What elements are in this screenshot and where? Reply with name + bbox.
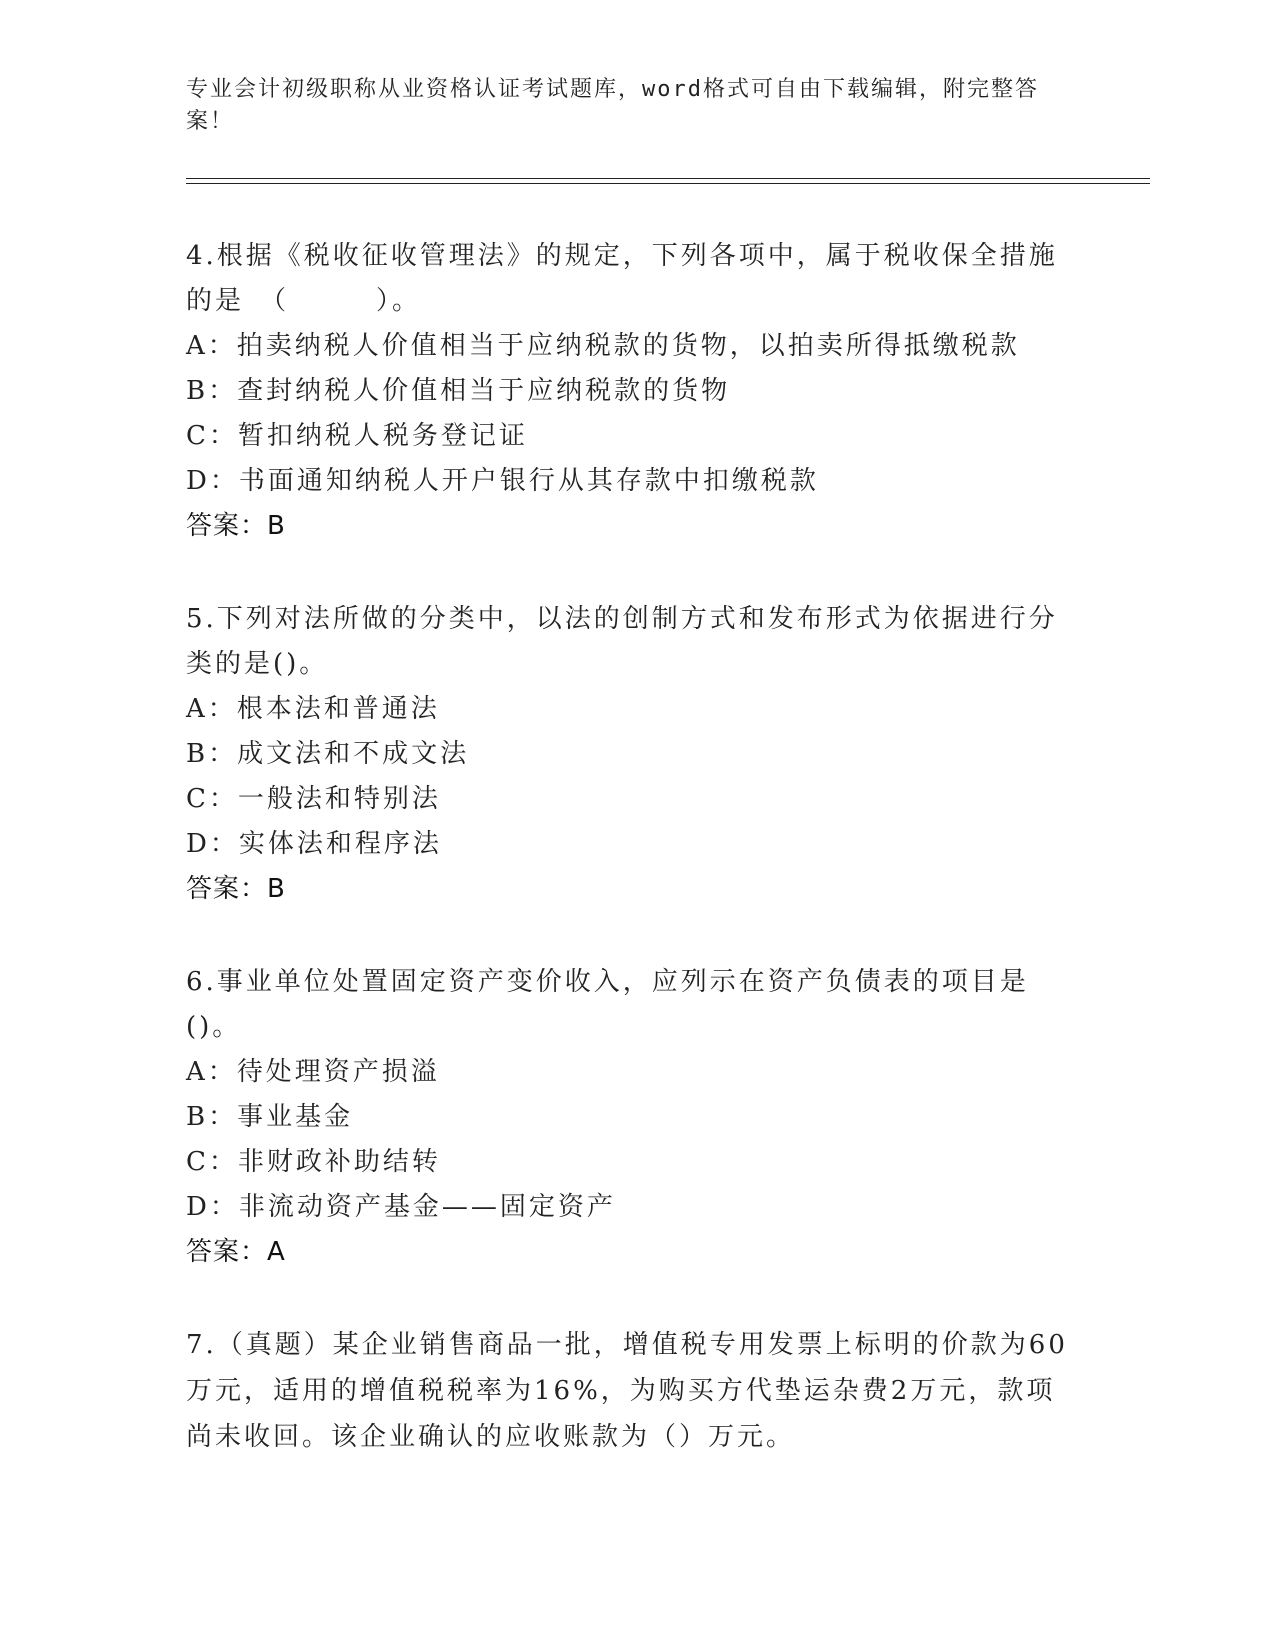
option-c: C：暂扣纳税人税务登记证 <box>186 421 528 451</box>
header-divider-top <box>186 178 1150 179</box>
option-d: D：实体法和程序法 <box>186 829 442 859</box>
option-b: B：查封纳税人价值相当于应纳税款的货物 <box>186 376 731 406</box>
option-d: D：书面通知纳税人开户银行从其存款中扣缴税款 <box>186 466 819 496</box>
option-c: C：非财政补助结转 <box>186 1147 441 1177</box>
document-header: 专业会计初级职称从业资格认证考试题库，word格式可自由下载编辑，附完整答案！ <box>186 77 1039 134</box>
question-stem: 5.下列对法所做的分类中，以法的创制方式和发布形式为依据进行分类的是()。 <box>186 604 1058 679</box>
question-6 <box>186 960 1076 1275</box>
answer: 答案：B <box>186 874 286 904</box>
option-b: B：事业基金 <box>186 1102 354 1132</box>
answer: 答案：A <box>186 1237 286 1267</box>
option-a: A：拍卖纳税人价值相当于应纳税款的货物，以拍卖所得抵缴税款 <box>186 331 1020 361</box>
option-d: D：非流动资产基金——固定资产 <box>186 1192 616 1222</box>
option-a: A：待处理资产损溢 <box>186 1057 440 1087</box>
question-stem: 4.根据《税收征收管理法》的规定，下列各项中，属于税收保全措施的是 （ ）。 <box>186 241 1058 316</box>
option-c: C：一般法和特别法 <box>186 784 441 814</box>
option-a: A：根本法和普通法 <box>186 694 440 724</box>
option-b: B：成文法和不成文法 <box>186 739 470 769</box>
question-7 <box>186 1322 1076 1460</box>
question-5 <box>186 597 1076 912</box>
answer: 答案：B <box>186 511 286 541</box>
question-4 <box>186 234 1076 549</box>
question-stem: 7.（真题）某企业销售商品一批，增值税专用发票上标明的价款为60万元，适用的增值税税率为16%，为购买方代垫运杂费2万元，款项尚未收回。该企业确认的应收账款为（）万元。 <box>186 1330 1068 1452</box>
question-stem: 6.事业单位处置固定资产变价收入，应列示在资产负债表的项目是()。 <box>186 967 1029 1042</box>
header-divider-bottom <box>186 183 1150 184</box>
